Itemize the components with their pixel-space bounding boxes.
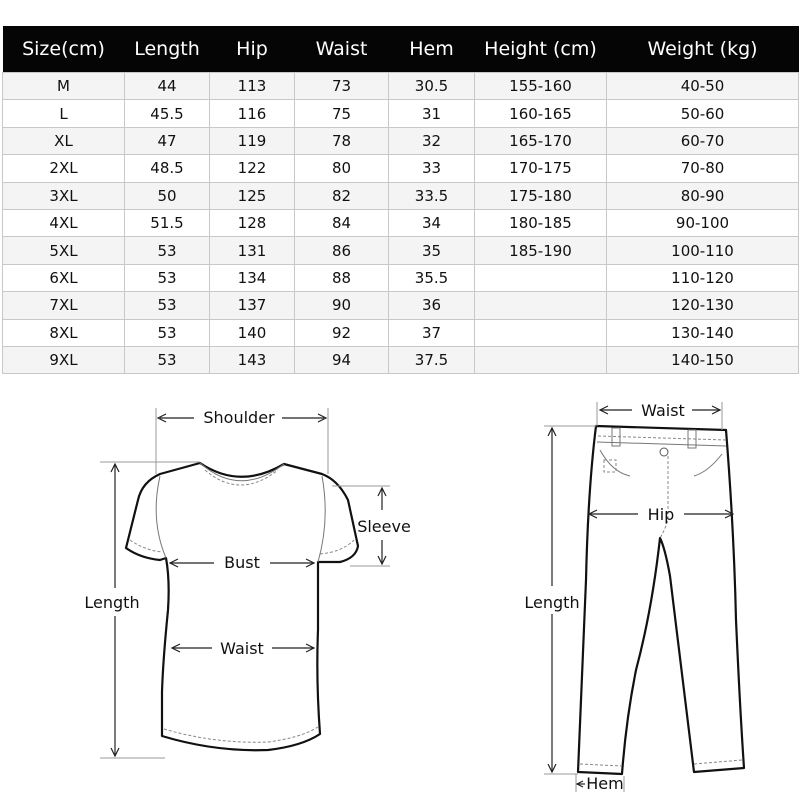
table-row — [3, 346, 799, 373]
table-cell: 37 — [389, 319, 475, 346]
table-cell: 70-80 — [607, 155, 799, 182]
table-cell: 137 — [210, 292, 295, 319]
size-cell: 2XL — [3, 155, 125, 182]
table-cell: 113 — [210, 73, 295, 100]
table-row — [3, 182, 799, 209]
table-cell: 60-70 — [607, 127, 799, 154]
table-cell — [475, 292, 607, 319]
size-cell: 3XL — [3, 182, 125, 209]
table-cell: 53 — [125, 292, 210, 319]
table-cell: 116 — [210, 100, 295, 127]
size-cell: 8XL — [3, 319, 125, 346]
size-cell: M — [3, 73, 125, 100]
table-cell: 94 — [295, 346, 389, 373]
table-cell: 78 — [295, 127, 389, 154]
table-cell: 47 — [125, 127, 210, 154]
table-cell: 119 — [210, 127, 295, 154]
table-cell: 88 — [295, 264, 389, 291]
table-cell: 90-100 — [607, 209, 799, 236]
table-cell: 44 — [125, 73, 210, 100]
table-cell: 31 — [389, 100, 475, 127]
table-cell: 50-60 — [607, 100, 799, 127]
table-cell: 175-180 — [475, 182, 607, 209]
column-header: Waist — [295, 26, 389, 73]
table-row — [3, 292, 799, 319]
table-cell: 36 — [389, 292, 475, 319]
table-cell: 30.5 — [389, 73, 475, 100]
shoulder-label: Shoulder — [203, 408, 275, 427]
hem-label: Hem — [586, 774, 624, 793]
column-header: Hip — [210, 26, 295, 73]
table-cell: 37.5 — [389, 346, 475, 373]
table-cell: 140 — [210, 319, 295, 346]
table-cell: 35 — [389, 237, 475, 264]
table-cell: 40-50 — [607, 73, 799, 100]
table-cell: 48.5 — [125, 155, 210, 182]
table-cell: 128 — [210, 209, 295, 236]
table-cell — [475, 264, 607, 291]
table-cell: 86 — [295, 237, 389, 264]
pants-measurement-diagram — [0, 380, 800, 800]
pants-length-label: Length — [524, 593, 580, 612]
sleeve-label: Sleeve — [357, 517, 411, 536]
pants-button — [660, 448, 668, 456]
table-cell: 140-150 — [607, 346, 799, 373]
column-header: Weight (kg) — [607, 26, 799, 73]
table-cell: 185-190 — [475, 237, 607, 264]
table-cell: 120-130 — [607, 292, 799, 319]
table-cell: 73 — [295, 73, 389, 100]
table-cell: 122 — [210, 155, 295, 182]
table-row — [3, 73, 799, 100]
table-cell: 160-165 — [475, 100, 607, 127]
table-cell: 75 — [295, 100, 389, 127]
table-cell: 53 — [125, 346, 210, 373]
table-cell: 45.5 — [125, 100, 210, 127]
table-cell: 92 — [295, 319, 389, 346]
table-cell: 134 — [210, 264, 295, 291]
size-cell: 9XL — [3, 346, 125, 373]
table-cell: 53 — [125, 264, 210, 291]
table-cell: 33 — [389, 155, 475, 182]
size-chart-body — [3, 73, 799, 374]
hip-label: Hip — [647, 505, 675, 524]
table-row — [3, 237, 799, 264]
size-cell: L — [3, 100, 125, 127]
table-cell: 143 — [210, 346, 295, 373]
pants-waist-label: Waist — [641, 401, 685, 420]
column-header: Size(cm) — [3, 26, 125, 73]
bust-label: Bust — [224, 553, 260, 572]
shirt-length-label: Length — [84, 593, 140, 612]
pants-outline — [578, 426, 744, 774]
table-cell: 125 — [210, 182, 295, 209]
table-cell: 84 — [295, 209, 389, 236]
table-cell — [475, 319, 607, 346]
table-cell: 82 — [295, 182, 389, 209]
table-cell: 155-160 — [475, 73, 607, 100]
column-header: Length — [125, 26, 210, 73]
table-cell: 51.5 — [125, 209, 210, 236]
size-cell: 5XL — [3, 237, 125, 264]
size-cell: 6XL — [3, 264, 125, 291]
table-row — [3, 319, 799, 346]
table-cell: 80-90 — [607, 182, 799, 209]
shirt-waist-label: Waist — [220, 639, 264, 658]
table-cell: 35.5 — [389, 264, 475, 291]
table-row — [3, 127, 799, 154]
column-header: Height (cm) — [475, 26, 607, 73]
table-cell: 33.5 — [389, 182, 475, 209]
table-cell: 50 — [125, 182, 210, 209]
table-cell: 165-170 — [475, 127, 607, 154]
table-row — [3, 264, 799, 291]
table-cell: 34 — [389, 209, 475, 236]
size-cell: XL — [3, 127, 125, 154]
table-cell: 90 — [295, 292, 389, 319]
size-cell: 7XL — [3, 292, 125, 319]
table-cell: 80 — [295, 155, 389, 182]
table-row — [3, 100, 799, 127]
table-cell: 32 — [389, 127, 475, 154]
table-row — [3, 155, 799, 182]
table-cell — [475, 346, 607, 373]
size-chart-table — [2, 26, 799, 374]
table-cell: 131 — [210, 237, 295, 264]
table-cell: 100-110 — [607, 237, 799, 264]
size-cell: 4XL — [3, 209, 125, 236]
table-cell: 180-185 — [475, 209, 607, 236]
column-header: Hem — [389, 26, 475, 73]
table-row — [3, 209, 799, 236]
table-cell: 110-120 — [607, 264, 799, 291]
table-cell: 53 — [125, 237, 210, 264]
table-cell: 170-175 — [475, 155, 607, 182]
table-cell: 130-140 — [607, 319, 799, 346]
header-row — [3, 26, 799, 73]
table-cell: 53 — [125, 319, 210, 346]
size-chart-header — [3, 26, 799, 73]
